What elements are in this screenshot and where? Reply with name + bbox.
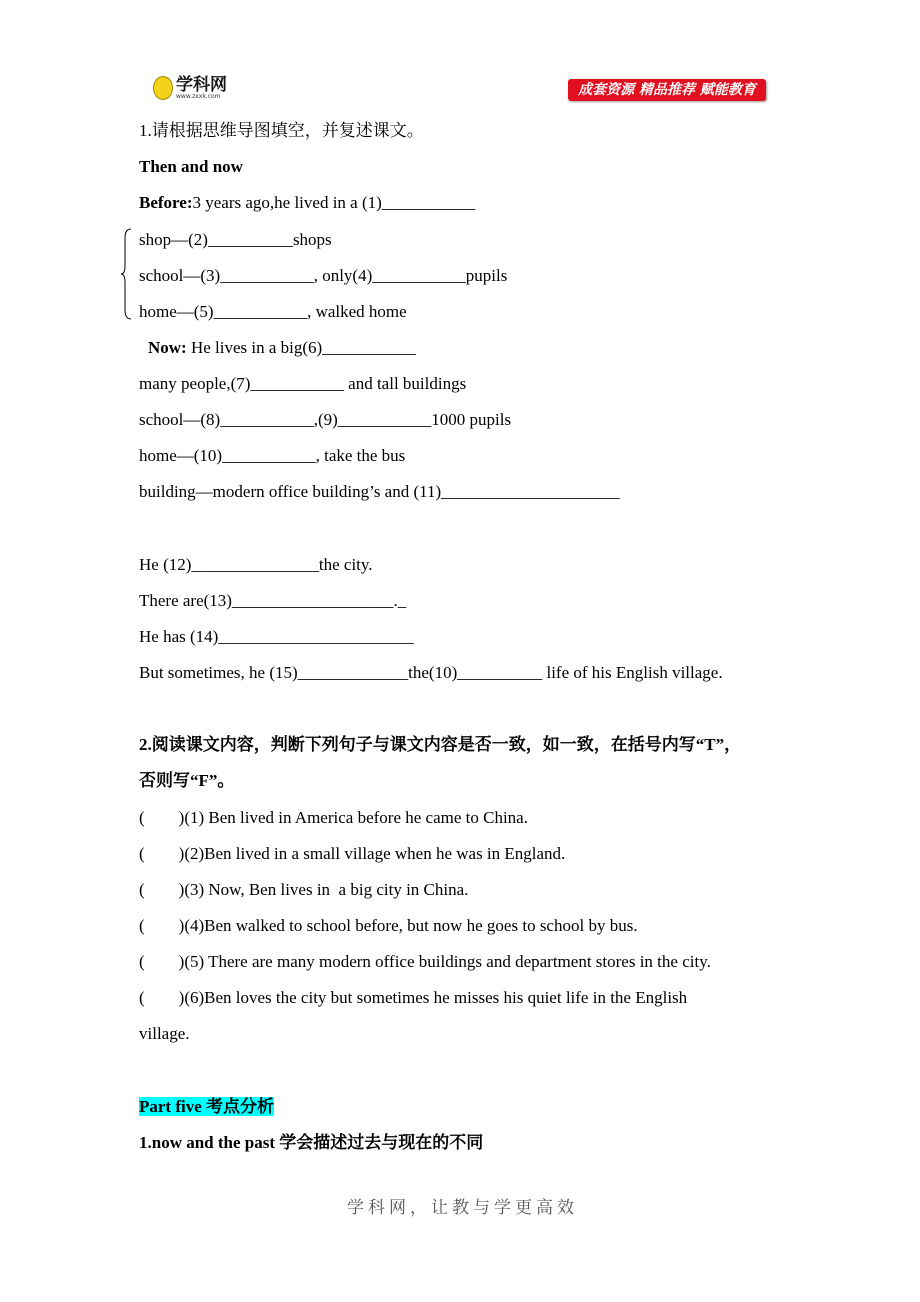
summary-line: But sometimes, he (15)_____________the(10)__________ life of his English village.	[139, 663, 723, 682]
summary-line: He has (14)_______________________	[139, 627, 414, 646]
tf-item: ( )(2)Ben lived in a small village when he was in England.	[139, 844, 566, 863]
logo-url: www.zxxk.com	[176, 92, 221, 100]
tf-item: ( )(6)Ben loves the city but sometimes he misses his quiet life in the English	[139, 988, 688, 1007]
tf-item: ( )(5) There are many modern office buildings and department stores in the city.	[139, 952, 711, 971]
now-item: school—(8)___________,(9)___________1000 pupils	[139, 410, 512, 429]
now-text: He lives in a big(6)___________	[186, 338, 416, 357]
now-label: Now:	[148, 338, 187, 357]
part-five-heading: Part five 考点分析	[139, 1097, 275, 1116]
before-line	[139, 193, 475, 213]
tf-item-cont: village.	[139, 1024, 190, 1043]
summary-line: There are(13)___________________._	[139, 591, 407, 610]
promo-banner: 成套资源 精品推荐 赋能教育	[568, 79, 766, 101]
before-label: Before:	[139, 193, 193, 212]
instruction-1: 1.请根据思维导图填空，并复述课文。	[139, 121, 424, 140]
before-item: home—(5)___________, walked home	[139, 302, 407, 321]
section-title: Then and now	[139, 157, 243, 176]
now-item: home—(10)___________, take the bus	[139, 446, 406, 465]
brace-icon	[120, 228, 132, 320]
now-line	[148, 338, 416, 358]
zxxk-logo	[153, 76, 227, 100]
now-item: many people,(7)___________ and tall buildings	[139, 374, 467, 393]
instruction-2: 2.阅读课文内容，判断下列句子与课文内容是否一致，如一致，在括号内写“T”，	[139, 735, 742, 754]
before-item: school—(3)___________, only(4)___________pupils	[139, 266, 508, 285]
summary-line: He (12)_______________the city.	[139, 555, 373, 574]
logo-text: 学科网	[176, 74, 227, 95]
tf-item: ( )(1) Ben lived in America before he came to China.	[139, 808, 528, 827]
tf-item: ( )(4)Ben walked to school before, but now he goes to school by bus.	[139, 916, 638, 935]
footer-slogan: 学科网，让教与学更高效	[347, 1198, 578, 1218]
tf-item: ( )(3) Now, Ben lives in a big city in China.	[139, 880, 469, 899]
mascot-icon	[153, 76, 173, 100]
part-five-subheading: 1.now and the past 学会描述过去与现在的不同	[139, 1133, 484, 1152]
before-item: shop—(2)__________shops	[139, 230, 332, 249]
instruction-2-cont: 否则写“F”。	[139, 771, 235, 790]
before-text: 3 years ago,he lived in a (1)___________	[192, 193, 476, 212]
now-item: building—modern office building’s and (11)_____________________	[139, 482, 620, 501]
